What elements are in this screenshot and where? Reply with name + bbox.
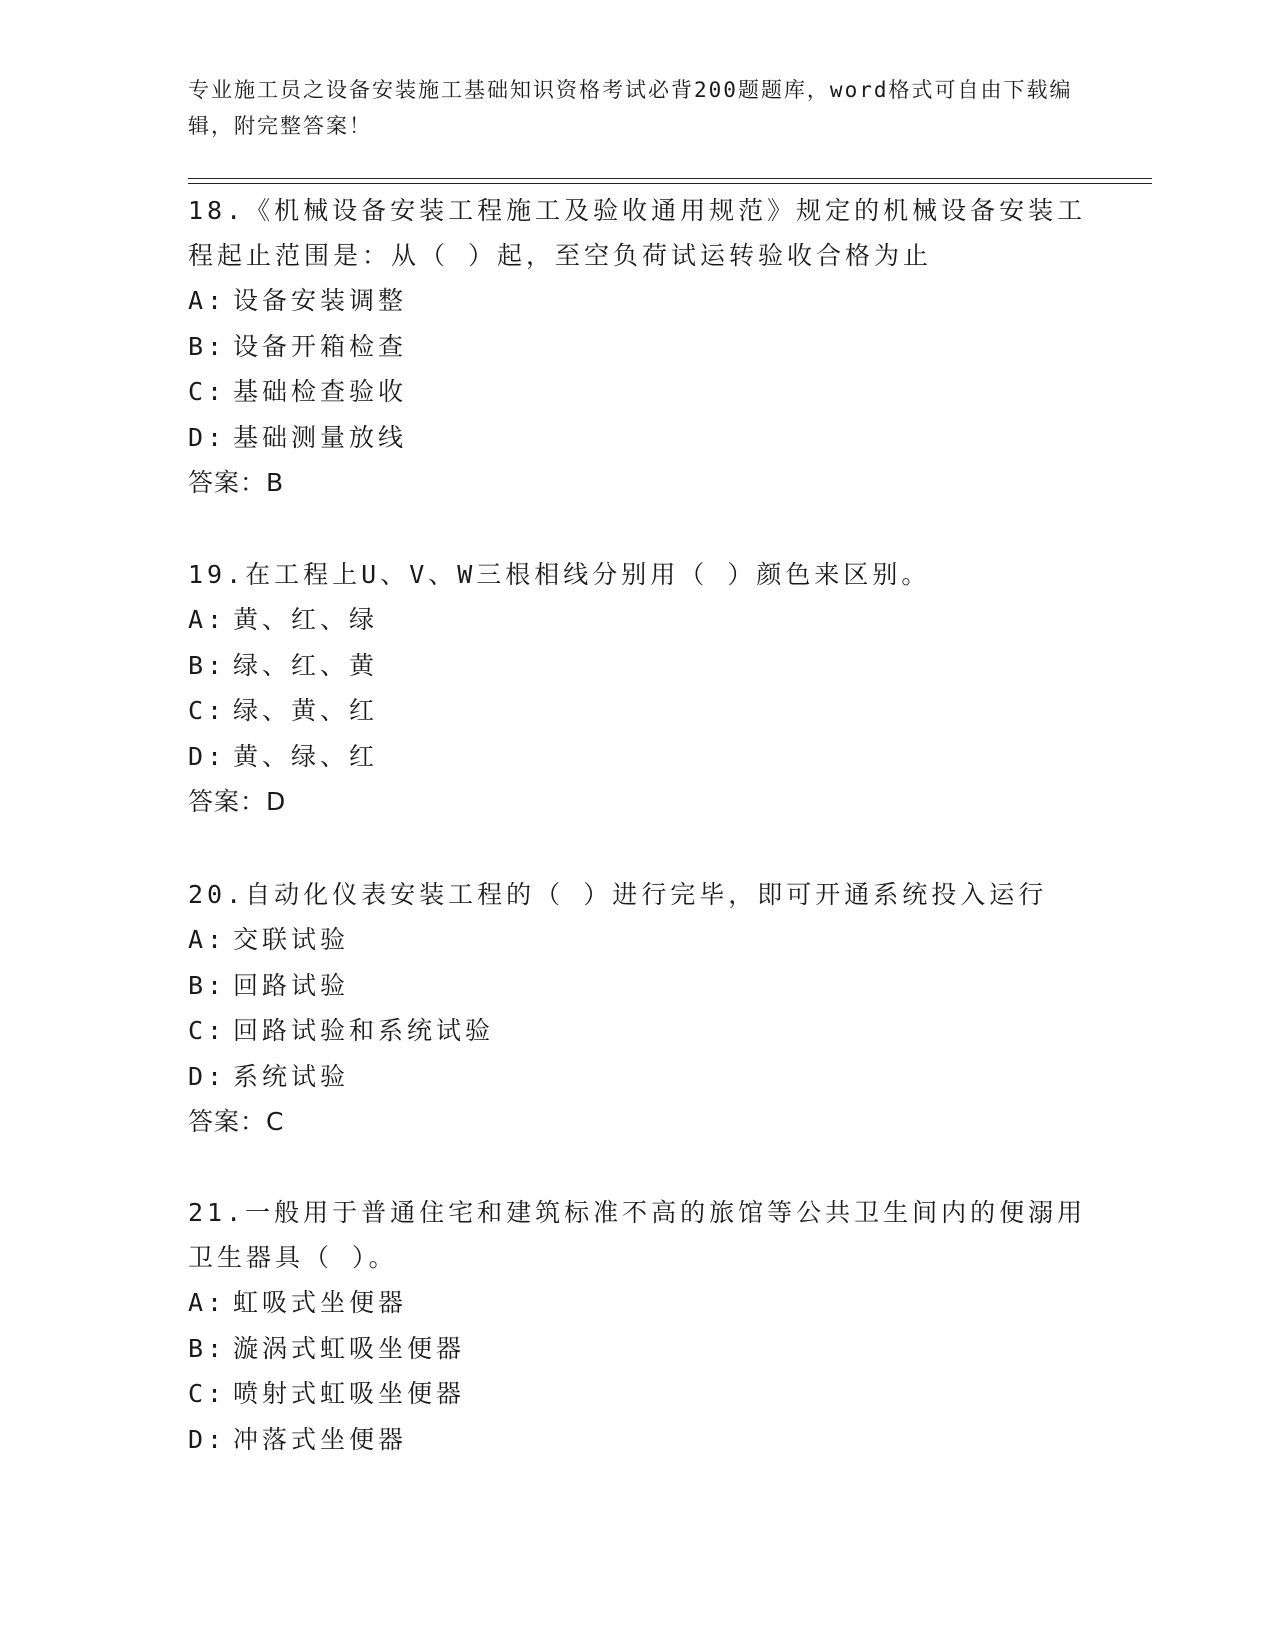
option-letter: D: — [188, 422, 227, 452]
header-divider-top — [188, 178, 1152, 179]
option-c — [188, 1008, 1088, 1054]
option-letter: C: — [188, 1016, 227, 1045]
option-text: 交联试验 — [233, 925, 350, 954]
option-a — [188, 597, 1088, 643]
option-letter: C: — [188, 377, 227, 406]
option-text: 漩涡式虹吸坐便器 — [233, 1333, 466, 1363]
option-text: 基础检查验收 — [233, 377, 408, 406]
option-text: 设备安装调整 — [233, 286, 408, 315]
option-b — [188, 963, 1088, 1009]
option-text: 设备开箱检查 — [233, 331, 408, 361]
option-text: 基础测量放线 — [233, 422, 408, 452]
question-18 — [188, 188, 1088, 505]
option-letter: C: — [188, 696, 227, 725]
option-b — [188, 324, 1088, 370]
option-a — [188, 917, 1088, 963]
option-d — [188, 415, 1088, 461]
option-text: 喷射式虹吸坐便器 — [233, 1379, 466, 1408]
option-letter: B: — [188, 1333, 227, 1363]
option-letter: B: — [188, 650, 227, 680]
option-text: 黄、绿、红 — [233, 741, 379, 771]
option-letter: B: — [188, 970, 227, 1000]
question-20 — [188, 872, 1088, 1144]
question-21 — [188, 1190, 1088, 1462]
question-text: 20.自动化仪表安装工程的（ ）进行完毕，即可开通系统投入运行 — [188, 880, 1048, 909]
option-letter: D: — [188, 1061, 227, 1091]
option-letter: B: — [188, 331, 227, 361]
question-text: 19.在工程上U、V、W三根相线分别用（ ）颜色来区别。 — [188, 560, 931, 589]
option-c — [188, 369, 1088, 415]
option-letter: D: — [188, 741, 227, 771]
option-text: 冲落式坐便器 — [233, 1424, 408, 1454]
question-text: 18.《机械设备安装工程施工及验收通用规范》规定的机械设备安装工程起止范围是：从（ ）起，至空负荷试运转验收合格为止 — [188, 196, 1087, 270]
option-letter: A: — [188, 1288, 227, 1317]
option-letter: A: — [188, 925, 227, 954]
option-text: 黄、红、绿 — [233, 605, 379, 634]
option-a — [188, 278, 1088, 324]
option-d — [188, 1054, 1088, 1100]
option-letter: A: — [188, 286, 227, 315]
option-text: 绿、黄、红 — [233, 696, 379, 725]
option-text: 回路试验 — [233, 970, 350, 1000]
question-19 — [188, 552, 1088, 824]
option-a — [188, 1280, 1088, 1326]
option-letter: C: — [188, 1379, 227, 1408]
option-c — [188, 1371, 1088, 1417]
answer-line: 答案：D — [188, 787, 287, 816]
option-text: 虹吸式坐便器 — [233, 1288, 408, 1317]
option-d — [188, 1417, 1088, 1463]
answer-line: 答案：C — [188, 1107, 285, 1136]
option-text: 回路试验和系统试验 — [233, 1016, 495, 1045]
document-header: 专业施工员之设备安装施工基础知识资格考试必背200题题库，word格式可自由下载编辑，附完整答案！ — [188, 78, 1073, 138]
option-text: 系统试验 — [233, 1061, 350, 1091]
question-text: 21.一般用于普通住宅和建筑标准不高的旅馆等公共卫生间内的便溺用卫生器具（ ）。 — [188, 1198, 1087, 1272]
option-letter: A: — [188, 605, 227, 634]
option-c — [188, 688, 1088, 734]
option-d — [188, 734, 1088, 780]
option-b — [188, 1326, 1088, 1372]
header-divider-bottom — [188, 183, 1152, 184]
option-letter: D: — [188, 1424, 227, 1454]
answer-line: 答案：B — [188, 468, 285, 497]
option-b — [188, 643, 1088, 689]
option-text: 绿、红、黄 — [233, 650, 379, 680]
